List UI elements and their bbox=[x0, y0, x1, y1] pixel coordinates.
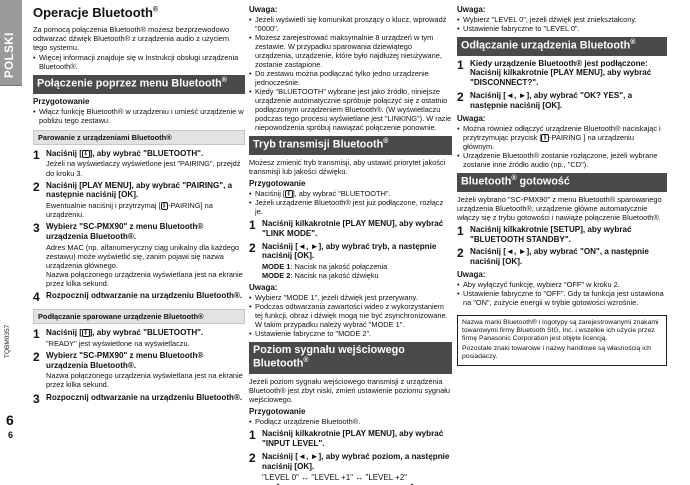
section-heading-text: Bluetooth bbox=[461, 175, 512, 188]
section-heading-sup: ® bbox=[303, 357, 309, 365]
prep-label: Przygotowanie bbox=[249, 178, 306, 188]
note-list bbox=[457, 124, 667, 169]
intro-text: Za pomocą połączenia Bluetooth® możesz bezprzewodowo odtwarzać dźwięk Bluetooth® z urządzenia audio z użyciem tego systemu. bbox=[33, 24, 230, 52]
section-heading-sup: ® bbox=[221, 77, 227, 85]
mode-1-line bbox=[262, 262, 452, 271]
step-desc: Ewentualnie naciśnij i przytrzymaj [ bbox=[46, 201, 161, 211]
page-title-sup: ® bbox=[152, 6, 159, 14]
section-heading-input-level bbox=[249, 342, 452, 374]
step-title: Rozpocznij odtwarzanie na urządzeniu Bluetooth®. bbox=[46, 291, 243, 301]
step-desc: Nazwa połączonego urządzenia wyświetlana jest na ekranie przez kilka sekund. bbox=[46, 371, 243, 390]
step-desc: -PAIRING] na urządzeniu. bbox=[46, 201, 213, 220]
trademark-note bbox=[457, 315, 667, 366]
document-code: TQBM0357 bbox=[4, 324, 11, 358]
step-number: 2 bbox=[249, 240, 256, 255]
page-number-large: 6 bbox=[6, 412, 14, 428]
section-heading-text: Połączenie poprzez menu Bluetooth bbox=[37, 77, 222, 90]
prep-text: Naciśnij [ bbox=[255, 188, 285, 198]
section-heading-menu-connect bbox=[33, 75, 245, 94]
step-number: 2 bbox=[457, 246, 464, 261]
mode-2-label: MODE 2 bbox=[262, 271, 291, 281]
note-bullet: • Ustawienie fabryczne to "LEVEL 0". bbox=[457, 24, 667, 33]
prep-list bbox=[249, 417, 452, 426]
section-heading-text: Poziom sygnału wejściowego Bluetooth bbox=[253, 344, 405, 370]
note-list bbox=[457, 280, 667, 307]
mode-2-text: : Nacisk na jakość dźwięku bbox=[290, 271, 379, 281]
language-tab bbox=[0, 0, 22, 86]
step-title: Naciśnij [◄, ►], aby wybrać tryb, a następnie naciśnij [OK]. bbox=[262, 241, 437, 261]
step-title: Naciśnij kilkakrotnie [PLAY MENU], aby wybrać "LINK MODE". bbox=[262, 218, 444, 238]
section-heading-disconnect bbox=[457, 37, 667, 56]
page-number: 6 bbox=[8, 430, 14, 440]
step-title: Naciśnij [◄, ►], aby wybrać "ON", a następnie naciśnij [OK]. bbox=[470, 247, 649, 267]
section-heading-standby bbox=[457, 173, 667, 192]
step-desc: "READY" jest wyświetlone na wyświetlaczu. bbox=[46, 338, 190, 348]
mode-1-text: : Nacisk na jakość połączenia bbox=[290, 262, 388, 272]
step-1b bbox=[457, 225, 667, 245]
step-3b bbox=[33, 393, 245, 406]
intro-list bbox=[33, 53, 245, 71]
step-text: ], aby wybrać "BLUETOOTH". bbox=[89, 327, 204, 337]
section-heading-transmission bbox=[249, 136, 452, 155]
section-heading-text: Tryb transmisji Bluetooth bbox=[253, 138, 384, 151]
language-tab-label: POLSKI bbox=[4, 32, 16, 78]
note-list bbox=[249, 293, 452, 338]
step-desc: Adres MAC (np. alfanumeryczny ciąg unikalny dla każdego zestawu) może wyświetlić się, zanim pojawi się nazwa urządzenia głównego. bbox=[46, 243, 240, 271]
level-cycle bbox=[262, 473, 452, 485]
section-intro: Jeżeli wybrano "SC-PMX90" z menu Bluetooth® sparowanego urządzenia Bluetooth®, urządzenie główne automatycznie włączy się z trybu gotowości i nawiąże połączenie Bluetooth®. bbox=[457, 194, 662, 222]
page-title bbox=[33, 5, 245, 21]
step-text: ], aby wybrać "BLUETOOTH". bbox=[89, 148, 204, 158]
step-title: Wybierz "SC-PMX90" z menu Bluetooth® urządzenia Bluetooth®. bbox=[46, 222, 204, 242]
trademark-text: Nazwa marki Bluetooth® i logotypy są zarejestrowanymi znakami towarowymi firmy Bluetooth SIG, Inc. i wszelkie ich użycie przez firmę Panasonic Corporation jest objęte licencją. bbox=[462, 318, 659, 343]
prep-list bbox=[33, 107, 245, 125]
step-number: 3 bbox=[33, 221, 40, 236]
column-right bbox=[457, 5, 667, 366]
note-bullet: • Do zestawu można podłączać tylko jedno urządzenie jednocześnie. bbox=[249, 69, 452, 87]
section-heading-text: gotowość bbox=[516, 175, 570, 188]
step-title: Kiedy urządzenie Bluetooth® jest podłączone: Naciśnij kilkakrotnie [PLAY MENU], aby wybrać "DISCONNECT?". bbox=[470, 58, 652, 88]
step-number: 1 bbox=[249, 428, 256, 443]
step-number: 4 bbox=[33, 290, 40, 305]
step-number: 2 bbox=[33, 179, 40, 194]
step-title: Naciśnij kilkakrotnie [SETUP], aby wybrać "BLUETOOTH STANDBY". bbox=[470, 224, 632, 244]
step-title: Naciśnij [◄, ►], aby wybrać "OK? YES", a następnie naciśnij [OK]. bbox=[470, 91, 633, 111]
mode-1-label: MODE 1 bbox=[262, 262, 291, 272]
step-title: Naciśnij [◄, ►], aby wybrać poziom, a następnie naciśnij [OK]. bbox=[262, 451, 450, 471]
note-bullet: • Urządzenie Bluetooth® zostanie rozłączone, jeżeli wybrane zostanie inne źródło audio (np., "CD"). bbox=[457, 151, 667, 169]
note-label: Uwaga: bbox=[457, 270, 486, 280]
step-number: 1 bbox=[457, 223, 464, 238]
step-title: Naciśnij kilkakrotnie [PLAY MENU], aby wybrać "INPUT LEVEL". bbox=[262, 429, 444, 448]
bluetooth-icon: ᛒ bbox=[162, 203, 167, 210]
step-2b bbox=[457, 247, 667, 267]
subheading-paired: Podłączanie sparowane urządzenie Bluetooth® bbox=[33, 309, 245, 324]
prep-bullet: • Włącz funkcję Bluetooth® w urządzeniu i umieść urządzenie w pobliżu tego zestawu. bbox=[33, 107, 245, 125]
note-list bbox=[457, 15, 667, 33]
note-label: Uwaga: bbox=[249, 283, 278, 293]
intro-bullet: • Więcej informacji znajduje się w Instrukcji obsługi urządzenia Bluetooth®. bbox=[33, 53, 245, 71]
step-text: Naciśnij [ bbox=[46, 148, 82, 158]
note-text: Można również odłączyć urządzenie Bluetooth® naciskając i przytrzymując przycisk [ bbox=[463, 123, 661, 142]
bluetooth-icon: ᛒ bbox=[286, 190, 291, 197]
step-1 bbox=[33, 149, 245, 178]
note-bullet: • Możesz zarejestrować maksymalnie 8 urządzeń w tym zestawie. W przypadku sparowania dziewiątego urządzenia, urządzenie, które było najdłużej nieużywane, zostanie zastąpione. bbox=[249, 33, 452, 69]
step-1b bbox=[249, 429, 452, 449]
bluetooth-icon: ᛒ bbox=[543, 134, 548, 141]
step-1 bbox=[457, 59, 667, 89]
column-middle bbox=[249, 5, 452, 485]
section-heading-sup: ® bbox=[630, 38, 636, 46]
note-label: Uwaga: bbox=[457, 5, 486, 14]
note-label: Uwaga: bbox=[249, 5, 278, 14]
section-heading-sup: ® bbox=[383, 138, 389, 146]
step-number: 2 bbox=[249, 450, 256, 465]
note-bullet bbox=[457, 124, 667, 151]
step-title: Wybierz "SC-PMX90" z menu Bluetooth® urządzenia Bluetooth®. bbox=[46, 350, 204, 370]
note-label: Uwaga: bbox=[457, 113, 486, 123]
step-number: 2 bbox=[457, 90, 464, 105]
note-text: -PAIRING ] na urządzeniu głównym. bbox=[463, 132, 634, 151]
note-bullet: • Jeżeli wyświetli się komunikat proszący o klucz, wprowadź "0000". bbox=[249, 15, 452, 33]
note-bullet: • Kiedy "BLUETOOTH" wybrane jest jako źródło, niniejsze urządzenie automatycznie spróbuje połączyć się z ostatnio podłączonym urządzeniem Bluetooth®. (W wyświetlaczu podczas tego procesu wyświetlane jest "LINKING"). W razie niepowodzenia spróbuj nawiązać połączenie ponownie. bbox=[249, 87, 452, 132]
step-title: Rozpocznij odtwarzanie na urządzeniu Bluetooth®. bbox=[46, 392, 243, 402]
note-list bbox=[249, 15, 452, 132]
step-number: 3 bbox=[33, 391, 40, 406]
note-bullet: • Wybierz "MODE 1", jeżeli dźwięk jest przerywany. bbox=[249, 293, 452, 302]
step-4 bbox=[33, 291, 245, 304]
step-number: 2 bbox=[33, 349, 40, 364]
step-number: 1 bbox=[249, 217, 256, 232]
step-3 bbox=[33, 222, 245, 288]
step-2 bbox=[33, 181, 245, 220]
step-2b bbox=[33, 351, 245, 390]
level-line: "LEVEL 0" ↔ "LEVEL +1" ↔ "LEVEL +2" bbox=[262, 473, 408, 483]
note-bullet: • Podczas odtwarzania zawartości wideo z wykorzystaniem tej funkcji, obraz i dźwięk mogą nie być zsynchronizowane. W takim przypadku należy wybrać "MODE 1". bbox=[249, 302, 452, 329]
note-bullet: • Ustawienie fabryczne to "OFF". Gdy ta funkcja jest ustawiona na "ON", zużycie energii w trybie gotowości wzrośnie. bbox=[457, 289, 667, 307]
prep-label: Przygotowanie bbox=[249, 407, 306, 417]
step-1b bbox=[33, 328, 245, 348]
note-bullet: • Wybierz "LEVEL 0", jeżeli dźwięk jest zniekształcony. bbox=[457, 15, 667, 24]
section-heading-text: Odłączanie urządzenia Bluetooth bbox=[461, 39, 631, 52]
prep-text: ], aby wybrać "BLUETOOTH". bbox=[292, 188, 391, 198]
section-intro: Jeżeli poziom sygnału wejściowego transmisji z urządzenia Bluetooth® jest zbyt niski, zmień ustawienie poziomu sygnału wejściowego. bbox=[249, 377, 450, 405]
trademark-text: Pozostałe znaki towarowe i nazwy handlowe są własnością ich posiadaczy. bbox=[462, 344, 651, 361]
step-text: Naciśnij [ bbox=[46, 327, 82, 337]
step-2b bbox=[249, 452, 452, 485]
step-desc: Nazwa połączonego urządzenia wyświetlana jest na ekranie przez kilka sekund. bbox=[46, 270, 243, 289]
bluetooth-icon: ᛒ bbox=[83, 329, 88, 336]
prep-list bbox=[249, 189, 452, 216]
step-title: Naciśnij [PLAY MENU], aby wybrać "PAIRING", a następnie naciśnij [OK]. bbox=[46, 180, 233, 200]
step-number: 1 bbox=[33, 326, 40, 341]
prep-label: Przygotowanie bbox=[33, 96, 90, 106]
column-left bbox=[33, 5, 245, 405]
prep-bullet: • Jeżeli urządzenie Bluetooth® jest już podłączone, rozłącz je. bbox=[249, 198, 452, 216]
step-desc: Jeżeli na wyświetlaczy wyświetlone jest "PAIRING", przejdź do kroku 3. bbox=[46, 159, 241, 178]
prep-bullet bbox=[249, 189, 452, 198]
mode-2-line bbox=[262, 271, 452, 280]
note-bullet: • Ustawienie fabryczne to "MODE 2". bbox=[249, 329, 452, 338]
note-bullet: • Aby wyłączyć funkcję, wybierz "OFF" w kroku 2. bbox=[457, 280, 667, 289]
section-heading-sup: ® bbox=[511, 174, 517, 182]
page-title-text: Operacje Bluetooth bbox=[33, 5, 153, 20]
step-1 bbox=[249, 219, 452, 239]
step-number: 1 bbox=[457, 57, 464, 72]
step-2 bbox=[249, 242, 452, 281]
section-intro: Możesz zmienić tryb transmisji, aby ustawić priorytet jakości transmisji lub jakości dźwięku. bbox=[249, 157, 446, 176]
prep-bullet: • Podłącz urządzenie Bluetooth®. bbox=[249, 417, 452, 426]
step-2 bbox=[457, 91, 667, 111]
subheading-pairing: Parowanie z urządzeniami Bluetooth® bbox=[33, 130, 245, 145]
bluetooth-icon: ᛒ bbox=[83, 150, 88, 157]
step-number: 1 bbox=[33, 147, 40, 162]
